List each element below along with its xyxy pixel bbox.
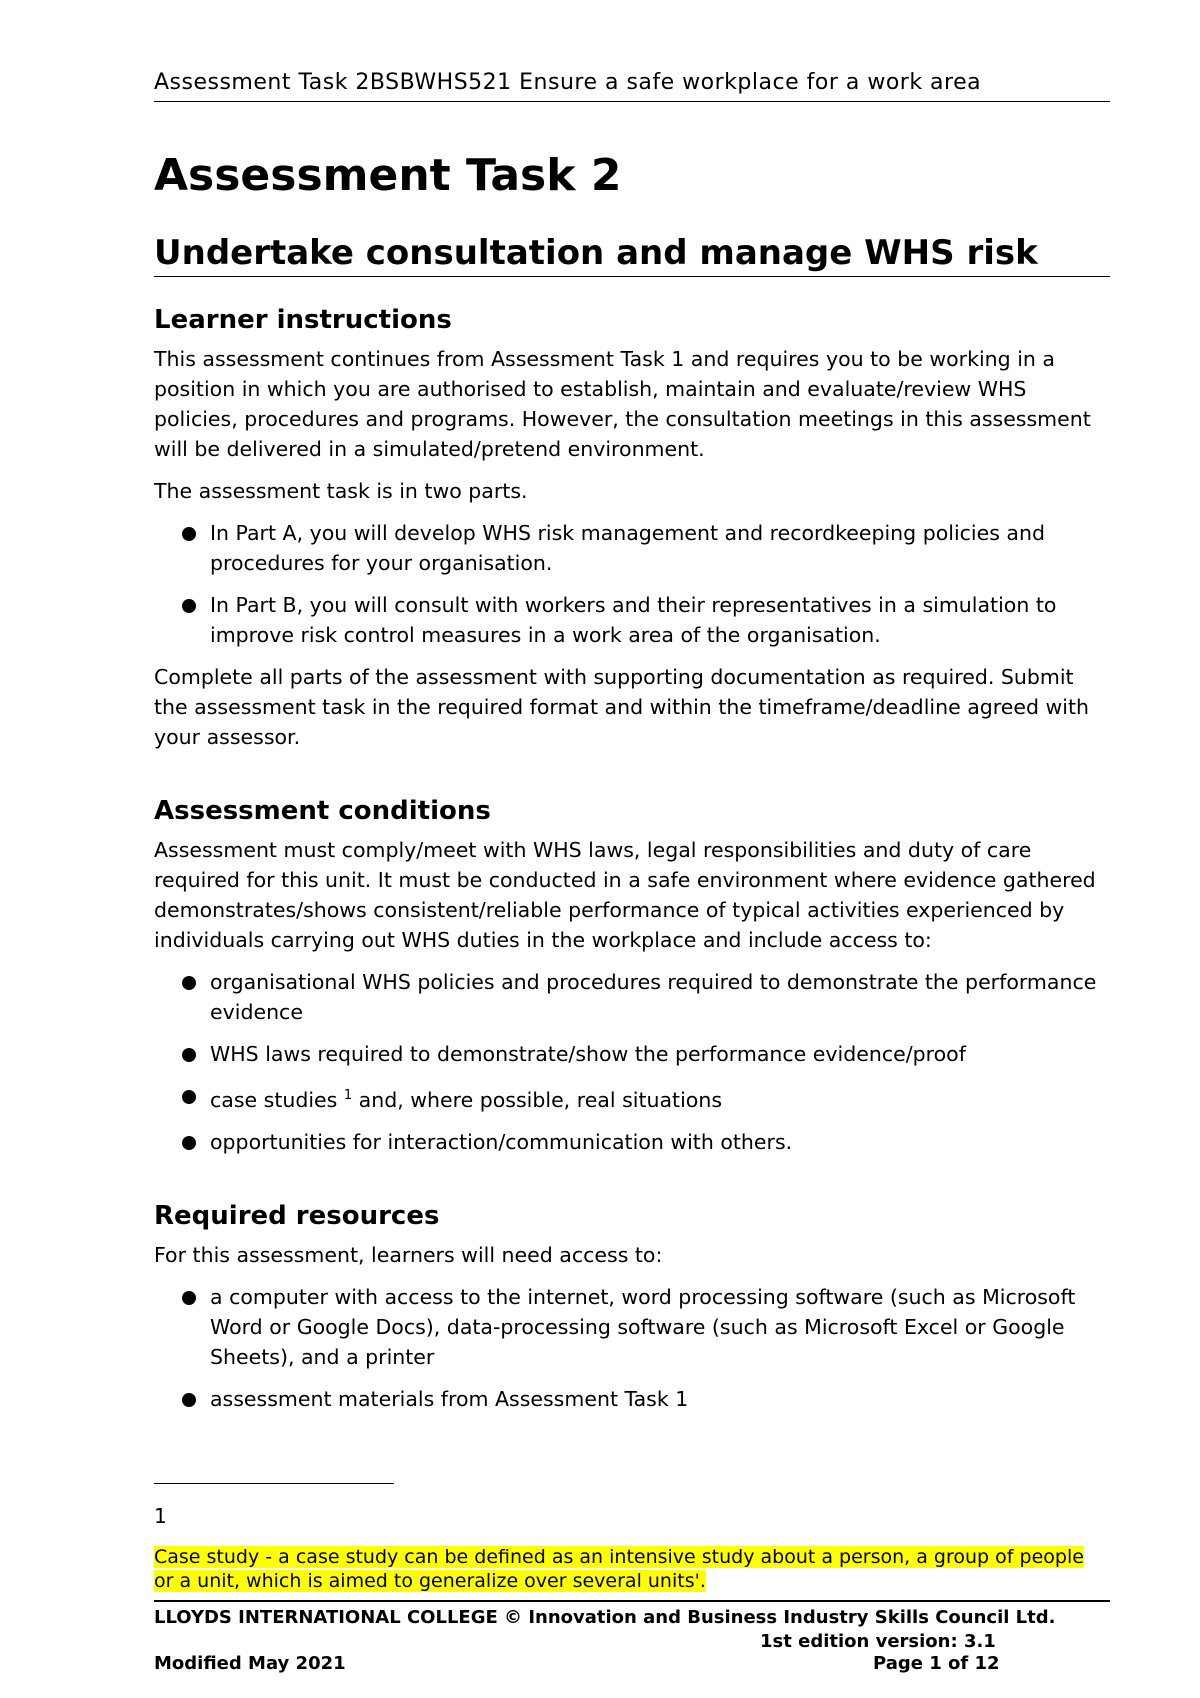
list-item: In Part B, you will consult with workers and their representatives in a simulation to improve risk control measures in a work area of the organisation. (182, 590, 1110, 650)
list-item: WHS laws required to demonstrate/show the performance evidence/proof (182, 1039, 1110, 1069)
required-resources-para1: For this assessment, learners will need access to: (154, 1242, 663, 1267)
footnote-number: 1 (154, 1504, 167, 1528)
bullet-icon (182, 1393, 196, 1407)
assessment-conditions-section (154, 796, 1110, 1157)
list-item: organisational WHS policies and procedures required to demonstrate the performance evidence (182, 967, 1110, 1027)
learner-instructions-para3: Complete all parts of the assessment with supporting documentation as required. Submit the assessment task in the required format and within the timeframe/deadline agreed with your assessor. (154, 664, 1090, 749)
list-item: In Part A, you will develop WHS risk management and recordkeeping policies and procedures for your organisation. (182, 518, 1110, 578)
learner-instructions-section (154, 305, 1110, 752)
footer-divider (154, 1600, 1110, 1602)
highlighted-footnote: Case study - a case study can be defined as an intensive study about a person, a group of people or a unit, which is aimed to generalize over several units'. (154, 1546, 1084, 1592)
assessment-conditions-list (154, 967, 1110, 1157)
bullet-icon (182, 976, 196, 990)
bullet-icon (182, 1048, 196, 1062)
running-header: Assessment Task 2BSBWHS521 Ensure a safe workplace for a work area (154, 70, 1110, 102)
assessment-conditions-heading: Assessment conditions (154, 795, 491, 826)
bullet-icon (182, 1136, 196, 1150)
bullet-icon (182, 1090, 196, 1104)
footer-version: 1st edition version: 3.1 (760, 1631, 996, 1652)
required-resources-list (154, 1282, 1110, 1414)
assessment-conditions-para1: Assessment must comply/meet with WHS laws, legal responsibilities and duty of care required for this unit. It must be conducted in a safe environment where evidence gathered demonstrates/shows consistent/reliable performance of typical activities experienced by individuals carrying out WHS duties in the workplace and include access to: (154, 837, 1096, 952)
required-resources-section (154, 1201, 1110, 1414)
bullet-icon (182, 1291, 196, 1305)
bullet-icon (182, 527, 196, 541)
footnote-reference[interactable]: 1 (343, 1087, 353, 1103)
footer-copyright: LLOYDS INTERNATIONAL COLLEGE © Innovation and Business Industry Skills Council Ltd. (154, 1607, 1056, 1628)
list-item: case studies $^1$ and, where possible, real situations (182, 1081, 1110, 1115)
footer-page-number: Page 1 of 12 (873, 1653, 1000, 1674)
required-resources-heading: Required resources (154, 1200, 440, 1231)
list-item: opportunities for interaction/communication with others. (182, 1127, 1110, 1157)
learner-instructions-heading: Learner instructions (154, 304, 452, 335)
list-item: assessment materials from Assessment Task 1 (182, 1384, 1110, 1414)
footnote-text (154, 1545, 1094, 1593)
page-subtitle: Undertake consultation and manage WHS risk (154, 233, 1110, 277)
learner-instructions-list (154, 518, 1110, 650)
page-title: Assessment Task 2 (154, 150, 622, 201)
learner-instructions-para1: This assessment continues from Assessment Task 1 and requires you to be working in a position in which you are authorised to establish, maintain and evaluate/review WHS policies, procedures and programs. However, the consultation meetings in this assessment will be delivered in a simulated/pretend environment. (154, 346, 1091, 461)
list-item: a computer with access to the internet, word processing software (such as Microsoft Word or Google Docs), data-processing software (such as Microsoft Excel or Google Sheets), and a printer (182, 1282, 1110, 1372)
page-body (154, 150, 1110, 1426)
footnote-divider (154, 1483, 394, 1484)
bullet-icon (182, 599, 196, 613)
footer-modified: Modified May 2021 (154, 1653, 346, 1674)
learner-instructions-para2: The assessment task is in two parts. (154, 478, 528, 503)
